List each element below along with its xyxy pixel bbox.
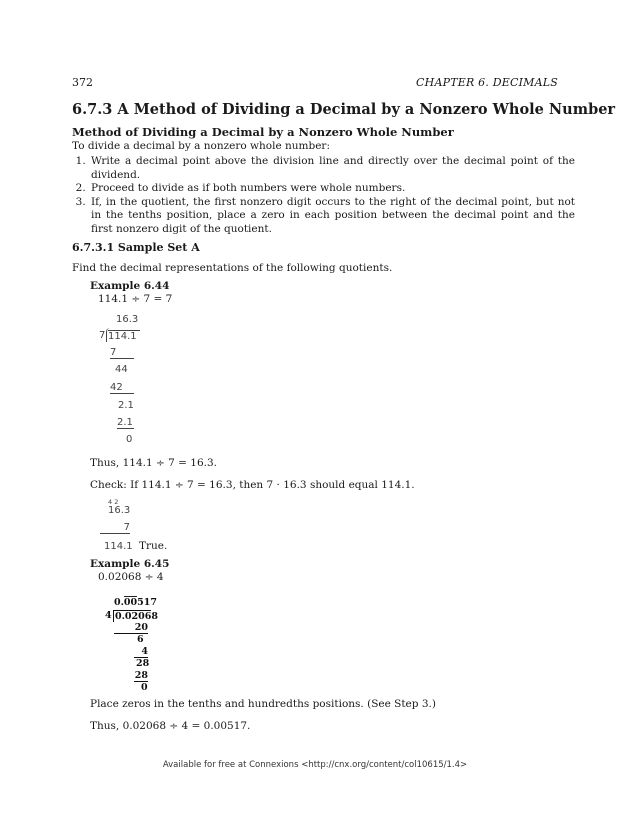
chapter-header: CHAPTER 6. DECIMALS [416,76,558,89]
divisor: 4 [105,610,112,621]
division-step: 7 [110,347,134,359]
step-item: 2. Proceed to divide as if both numbers were whole numbers. [89,182,575,196]
step-item: 1. Write a decimal point above the division line and directly over the decimal point of the dividend. [89,155,575,182]
multiplicand: 16.3 [108,505,131,516]
dividend: 0.02068 [115,611,158,622]
sample-set-instruction: Find the decimal representations of the following quotients. [72,262,393,274]
multiplier: 7 [100,522,130,534]
division-step: 28 [134,670,148,681]
example-problem: 0.02068 ÷ 4 [98,571,164,583]
page-number: 372 [72,76,93,89]
example-problem: 114.1 ÷ 7 = 7 [98,293,173,305]
footer-attribution: Available for free at Connexions <http://cnx.org/content/col10615/1.4> [162,760,468,770]
division-step: 6 [137,634,144,645]
division-step: 42 [110,382,134,394]
division-step: 4 [134,646,148,658]
division-step: 2.1 [117,417,133,428]
example-note: Place zeros in the tenths and hundredths positions. (See Step 3.) [90,698,436,710]
quotient: 16.3 [116,314,139,325]
product: 114.1 [104,541,133,552]
method-steps [72,155,575,236]
quotient-rest: 517 [137,597,157,608]
example-title: Example 6.44 [90,280,170,292]
step-item: 3. If, in the quotient, the first nonzero digit occurs to the right of the decimal point, but not in the tenths position, place a zero in each position between the decimal point and the first nonzero digit of the quotient. [89,196,575,237]
example-result: Thus, 114.1 ÷ 7 = 16.3. [90,457,217,469]
method-intro: To divide a decimal by a nonzero whole number: [72,140,330,152]
division-step: 20 [114,622,148,634]
division-step: 44 [115,364,128,375]
quotient-inserted-zeros: 00 [123,597,138,608]
quotient [114,597,157,608]
example-result: Thus, 0.02068 ÷ 4 = 0.00517. [90,720,251,732]
example-title: Example 6.45 [90,558,170,570]
quotient-prefix: 0. [114,597,124,608]
division-step: 28 [136,658,150,669]
example-check: Check: If 114.1 ÷ 7 = 16.3, then 7 · 16.3 should equal 114.1. [90,479,415,491]
carry-digits: 4 2 [108,498,119,506]
division-remainder: 0 [126,434,133,445]
section-title: 6.7.3 A Method of Dividing a Decimal by a Nonzero Whole Number [72,101,616,118]
sample-set-title: 6.7.3.1 Sample Set A [72,241,200,254]
true-label: True. [139,540,168,552]
division-step: 2.1 [118,400,134,411]
dividend: 114.1 [108,330,140,342]
division-remainder: 0 [141,682,148,693]
method-subtitle: Method of Dividing a Decimal by a Nonzero Whole Number [72,125,454,139]
divisor: 7 [99,330,106,341]
